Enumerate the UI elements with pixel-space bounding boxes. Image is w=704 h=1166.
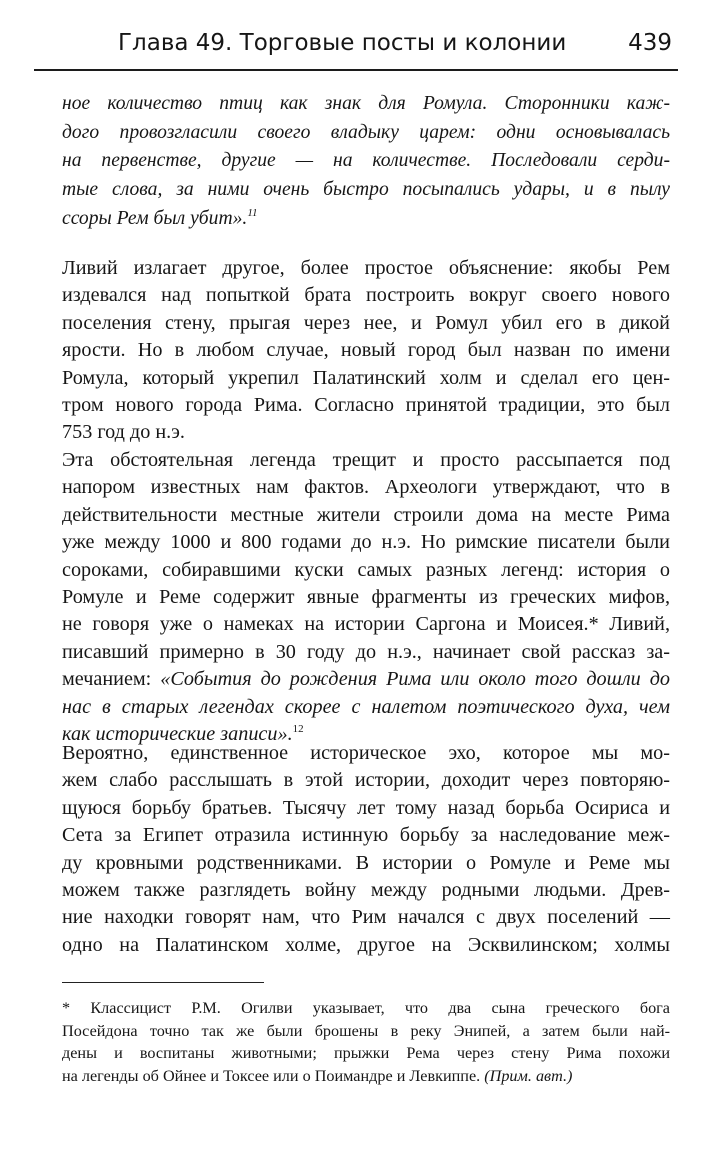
- footnote-line: * Классицист Р.М. Огилви указывает, что два сына греческого бога: [62, 999, 670, 1017]
- footnote: [62, 997, 670, 1087]
- paragraph-line: 753 год до н.э.: [62, 421, 185, 444]
- footnote-line: Посейдона точно так же были брошены в реку Энипей, а затем были най-: [62, 1021, 670, 1040]
- paragraph-line: тром нового города Рима. Согласно принятой традиции, это был: [62, 393, 670, 416]
- reference-11: 11: [247, 206, 258, 219]
- header-rule: [34, 69, 678, 71]
- paragraph-brothers: [62, 740, 670, 959]
- quote-line-text: ссоры Рем был убит».: [62, 207, 248, 229]
- paragraph-line: Сета за Египет отразила истинную борьбу за наследование меж-: [62, 824, 670, 847]
- paragraph-line: ду кровными родственниками. В истории о Ромуле и Реме мы: [62, 851, 670, 874]
- paragraph-line: сороками, собиравшими куски самых разных легенд: история о: [62, 558, 670, 581]
- paragraph-line: уже между 1000 и 800 годами до н.э. Но римские писатели были: [62, 531, 670, 554]
- paragraph-line: ярости. Но в любом случае, новый город был назван по имени: [62, 339, 670, 362]
- paragraph-line: Ромуле и Реме содержит явные фрагменты из греческих мифов,: [62, 585, 670, 608]
- italic-quote-line: нас в старых легендах скорее с налетом поэтического духа, чем: [62, 695, 670, 718]
- footnote-text: на легенды об Ойнее и Токсее или о Поимандре и Левкиппе.: [62, 1066, 485, 1085]
- paragraph-line: ние находки говорят нам, что Рим начался с двух поселений —: [62, 906, 670, 929]
- footnote-line-last: [62, 1065, 670, 1088]
- paragraph-line: жем слабо расслышать в этой истории, доходит через повторяю-: [62, 769, 670, 792]
- quote-line: дого провозгласили своего владыку царем: одни основывалась: [62, 121, 670, 143]
- paragraph-line: писавший примерно в 30 году до н.э., начинает свой рассказ за-: [62, 640, 670, 663]
- plain-text: мечанием:: [62, 668, 161, 691]
- reference-12: 12: [292, 722, 304, 735]
- paragraph-livy: [62, 255, 670, 447]
- quote-line: на первенстве, другие — на количестве. Последовали серди-: [62, 150, 670, 172]
- paragraph-legend: [62, 447, 670, 748]
- paragraph-line: щуюся борьбу братьев. Тысячу лет тому назад борьба Осириса и: [62, 796, 670, 819]
- paragraph-line: можем также разглядеть войну между родными людьми. Древ-: [62, 878, 670, 901]
- paragraph-line: Эта обстоятельная легенда трещит и просто рассыпается под: [62, 449, 670, 471]
- paragraph-line: издевался над попыткой брата построить вокруг своего нового: [62, 284, 670, 307]
- paragraph-line: Ливий излагает другое, более простое объяснение: якобы Рем: [62, 257, 670, 279]
- author-note: (Прим. авт.): [484, 1066, 573, 1085]
- paragraph-line: поселения стену, прыгая через нее, и Ромул убил его в дикой: [62, 311, 670, 334]
- paragraph-line: действительности местные жители строили дома на месте Рима: [62, 503, 670, 526]
- footnote-line: дены и воспитаны животными; прыжки Рема через стену Рима похожи: [62, 1044, 670, 1063]
- chapter-title: Глава 49. Торговые посты и колонии: [118, 30, 567, 56]
- quote-line: тые слова, за ними очень быстро посыпались удары, и в пылу: [62, 179, 670, 201]
- quote-line: ное количество птиц как знак для Ромула. Сторонники каж-: [62, 93, 670, 114]
- quote-block: [62, 90, 670, 233]
- paragraph-line: Вероятно, единственное историческое эхо, которое мы мо-: [62, 742, 670, 764]
- quote-line-last: [62, 205, 670, 234]
- paragraph-line: одно на Палатинском холме, другое на Эсквилинском; холмы: [62, 933, 670, 956]
- paragraph-line: напором известных нам фактов. Археологи утверждают, что в: [62, 476, 670, 499]
- paragraph-line: Ромула, который укрепил Палатинский холм и сделал его цен-: [62, 366, 670, 389]
- running-header: [118, 26, 678, 62]
- page-number: 439: [628, 30, 672, 56]
- italic-quote: как исторические записи».: [62, 722, 293, 745]
- footnote-rule: [62, 982, 264, 983]
- paragraph-line: не говоря уже о намеках на истории Саргона и Моисея.* Ливий,: [62, 613, 670, 636]
- paragraph-line-mixed: [62, 666, 670, 693]
- italic-quote: «События до рождения Рима или около того дошли до: [160, 668, 671, 691]
